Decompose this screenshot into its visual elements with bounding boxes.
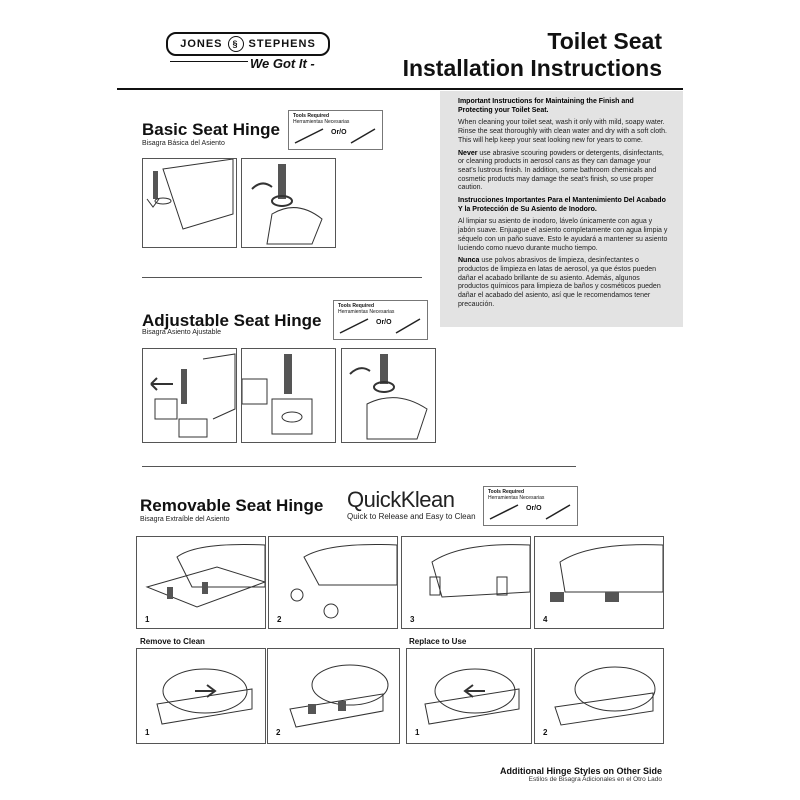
tools-required-box: Tools Required Herramientas Necesarias Or/O xyxy=(288,110,383,150)
brand-logo xyxy=(166,32,330,56)
quickklean-logo: QuickKlean xyxy=(347,487,455,512)
seat-removed-icon xyxy=(268,649,399,743)
replace-to-use-label: Replace to Use xyxy=(409,637,467,646)
remove-step-2-illustration xyxy=(267,648,400,744)
seat-hinge-illustration-icon xyxy=(402,537,530,628)
quickklean-tagline: Quick to Release and Easy to Clean xyxy=(347,512,476,521)
care-heading-en: Important Instructions for Maintaining the Finish and Protecting your Toilet Seat. xyxy=(458,98,634,114)
tools-required-box: Tools Required Herramientas Necesarias Or/O xyxy=(333,300,428,340)
seat-hinge-illustration-icon xyxy=(535,537,663,628)
adjustable-step-1-illustration xyxy=(142,348,237,443)
removable-step-3-illustration xyxy=(401,536,531,629)
care-instructions-box: Important Instructions for Maintaining the Finish and Protecting your Toilet Seat. When cleaning your toilet seat, wash it only with mild, soapy water. Rinse the seat thoroughly with clean water and dry with a soft cloth. This will help keep your seat looking new for years to come. Never use abrasive scouring powders or detergents, disinfectants, or cleaning products in aerosol cans as they can damage your seat's lustrous finish. In addition, some bathroom chemicals and cosmetic products may damage the seat's finish, so use proper caution. Instrucciones Importantes Para el Mantenimiento Del Acabado Y la Protección de Su Asiento de Inodoro. Al limpiar su asiento de inodoro, lávelo únicamente con agua y jabón suave. Enjuague el asiento completamente con agua limpia y séquelo con un paño suave. Esto le ayudará a mantener su asiento luciendo como nuevo durante mucho tiempo. Nunca use polvos abrasivos de limpieza, desinfectantes o productos de limpieza en latas de aerosol, ya que éstos pueden dañar el acabado brillante de su asiento. Además, algunos productos químicos para limpieza de baños y cosméticos pueden dañar el acabado del asiento, así que le recomendamos tener precaución. xyxy=(440,91,683,327)
removable-step-4-illustration xyxy=(534,536,664,629)
seat-installed-icon xyxy=(535,649,663,743)
step-number: 2 xyxy=(276,728,281,737)
insert-bolt-icon xyxy=(242,349,335,442)
screwdriver-icon xyxy=(293,125,329,145)
logo-emblem-icon: § xyxy=(228,36,244,52)
replace-step-1-illustration xyxy=(406,648,532,744)
basic-step-2-illustration xyxy=(241,158,336,248)
section-divider xyxy=(142,466,576,467)
care-text-es-2: use polvos abrasivos de limpieza, desinfectantes o productos de limpieza en latas de aerosol, ya que éstos pueden dañar el acabado brillante de su asiento. Además, algunos productos químicos para limpieza de baños y cosméticos pueden dañar el acabado del asiento, así que le recomendamos tener precaución. xyxy=(458,257,661,308)
brand-tagline: We Got It - xyxy=(250,56,315,71)
removable-hinge-title: Removable Seat Hinge xyxy=(140,496,324,515)
basic-hinge-subtitle: Bisagra Básica del Asiento xyxy=(142,140,225,147)
step-number: 1 xyxy=(145,728,150,737)
section-divider xyxy=(142,277,422,278)
step-number: 1 xyxy=(145,615,150,624)
footer-note: Additional Hinge Styles on Other Side xyxy=(499,766,662,776)
screwdriver-icon xyxy=(349,125,379,145)
header-divider xyxy=(117,88,683,90)
seat-hinge-illustration-icon xyxy=(269,537,397,628)
slide-seat-on-icon xyxy=(407,649,531,743)
hand-tighten-nut-icon xyxy=(242,159,335,247)
removable-step-1-illustration xyxy=(136,536,266,629)
remove-to-clean-label: Remove to Clean xyxy=(140,637,205,646)
screwdriver-icon xyxy=(394,315,424,335)
page-title: Toilet Seat Installation Instructions xyxy=(402,28,662,81)
step-number: 2 xyxy=(277,615,282,624)
brand-left: JONES xyxy=(180,38,223,50)
basic-step-1-illustration xyxy=(142,158,237,248)
screwdriver-icon xyxy=(338,315,374,335)
remove-step-1-illustration xyxy=(136,648,266,744)
tools-required-box: Tools Required Herramientas Necesarias Or/O xyxy=(483,486,578,526)
step-number: 2 xyxy=(543,728,548,737)
care-text-en-2: use abrasive scouring powders or detergents, disinfectants, or cleaning products in aerosol cans as they can damage your seat's lustrous finish. In addition, some bathroom chemicals and cosmetic products may damage the seat's finish, so use proper caution. xyxy=(458,149,664,192)
slide-seat-off-icon xyxy=(137,649,265,743)
adjustable-hinge-title: Adjustable Seat Hinge xyxy=(142,311,322,330)
basic-hinge-title: Basic Seat Hinge xyxy=(142,120,280,139)
adjustable-hinge-subtitle: Bisagra Asiento Ajustable xyxy=(142,329,221,336)
step-number: 3 xyxy=(410,615,415,624)
adjustable-step-3-illustration xyxy=(341,348,436,443)
seat-hinge-illustration-icon xyxy=(137,537,265,628)
replace-step-2-illustration xyxy=(534,648,664,744)
adjust-hinge-arrows-icon xyxy=(143,349,236,442)
step-number: 4 xyxy=(543,615,548,624)
logo-underline xyxy=(170,61,248,62)
step-number: 1 xyxy=(415,728,420,737)
care-heading-es: Instrucciones Importantes Para el Mantenimiento Del Acabado Y la Protección de Su Asiento de Inodoro. xyxy=(458,197,666,213)
care-text-en-1: When cleaning your toilet seat, wash it only with mild, soapy water. Rinse the seat thoroughly with clean water and dry with a soft cloth. This will help keep your seat looking new for years to come. xyxy=(458,119,667,144)
hinge-bolt-illustration-icon xyxy=(143,159,236,247)
footer-note-es: Estilos de Bisagra Adicionales en el Otro Lado xyxy=(528,776,662,783)
removable-step-2-illustration xyxy=(268,536,398,629)
screwdriver-icon xyxy=(544,501,574,521)
care-text-es-1: Al limpiar su asiento de inodoro, lávelo únicamente con agua y jabón suave. Enjuague el asiento completamente con agua limpia y séquelo con un paño suave. Esto le ayudará a mantener su asiento luciendo como nuevo durante mucho tiempo. xyxy=(458,218,668,252)
brand-right: STEPHENS xyxy=(248,38,316,50)
hand-tighten-nut-icon xyxy=(342,349,435,442)
screwdriver-icon xyxy=(488,501,524,521)
removable-hinge-subtitle: Bisagra Extraíble del Asiento xyxy=(140,516,230,523)
adjustable-step-2-illustration xyxy=(241,348,336,443)
